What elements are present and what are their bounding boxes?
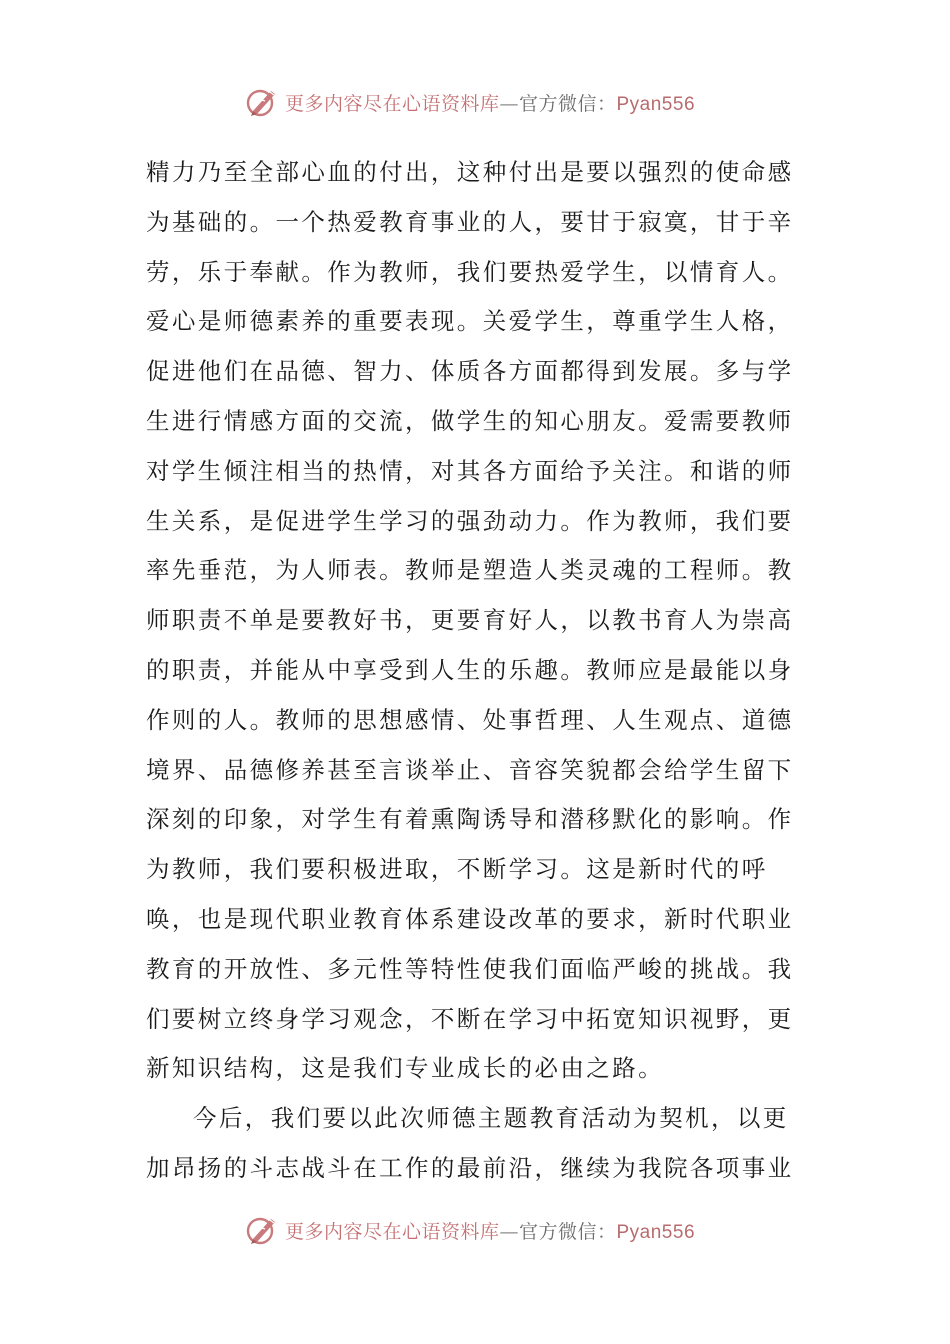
pen-circle-logo-icon — [245, 85, 279, 119]
header-site-name: 更多内容尽在心语资料库 — [284, 92, 500, 115]
pen-circle-logo-icon — [245, 1213, 279, 1247]
header-separator: — — [499, 92, 519, 115]
footer-separator: — — [499, 1220, 519, 1243]
footer-banner-text — [285, 1217, 695, 1244]
header-banner-inner — [245, 85, 695, 119]
body-paragraph-2: 今后，我们要以此次师德主题教育活动为契机，以更加昂扬的斗志战斗在工作的最前沿，继续为我院各项事业 — [146, 1104, 794, 1182]
footer-banner-inner — [245, 1213, 695, 1247]
body-paragraph-1: 精力乃至全部心血的付出，这种付出是要以强烈的使命感为基础的。一个热爱教育事业的人，要甘于寂寞，甘于辛劳，乐于奉献。作为教师，我们要热爱学生，以情育人。爱心是师德素养的重要表现。关爱学生，尊重学生人格，促进他们在品德、智力、体质各方面都得到发展。多与学生进行情感方面的交流，做学生的知心朋友。爱需要教师对学生倾注相当的热情，对其各方面给予关注。和谐的师生关系，是促进学生学习的强劲动力。作为教师，我们要率先垂范，为人师表。教师是塑造人类灵魂的工程师。教师职责不单是要教好书，更要育好人，以教书育人为崇高的职责，并能从中享受到人生的乐趣。教师应是最能以身作则的人。教师的思想感情、处事哲理、人生观点、道德境界、品德修养甚至言谈举止、音容笑貌都会给学生留下深刻的印象，对学生有着熏陶诱导和潜移默化的影响。作为教师，我们要积极进取，不断学习。这是新时代的呼唤，也是现代职业教育体系建设改革的要求，新时代职业教育的开放性、多元性等特性使我们面临严峻的挑战。我们要树立终身学习观念，不断在学习中拓宽知识视野，更新知识结构，这是我们专业成长的必由之路。 — [146, 158, 794, 1083]
footer-banner — [0, 1210, 950, 1250]
footer-site-name: 更多内容尽在心语资料库 — [284, 1220, 500, 1243]
footer-wechat-label: 官方微信： — [518, 1220, 617, 1243]
footer-wechat-handle: Pyan556 — [616, 1221, 696, 1243]
body-text — [146, 148, 806, 1194]
header-wechat-label: 官方微信： — [518, 92, 617, 115]
header-wechat-handle: Pyan556 — [616, 93, 696, 115]
header-banner — [0, 82, 950, 122]
header-banner-text — [285, 89, 695, 116]
